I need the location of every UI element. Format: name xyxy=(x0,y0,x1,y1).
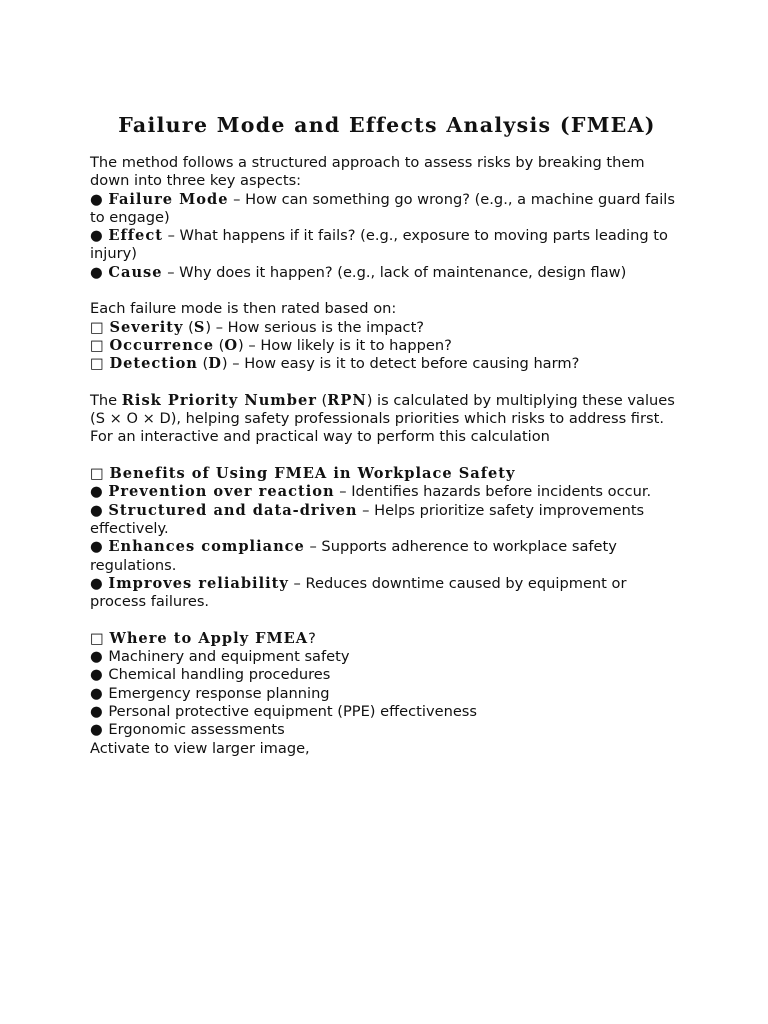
paren-close: ) xyxy=(221,355,228,373)
intro-text: The method follows a structured approach to assess risks by breaking them down into three key aspects: xyxy=(90,154,645,190)
apply-text: Chemical handling procedures xyxy=(108,666,331,684)
glyph-box-icon: □ xyxy=(90,336,104,354)
rating-severity xyxy=(90,319,680,337)
bullet-icon: ● xyxy=(90,684,103,702)
rating-detection xyxy=(90,355,680,373)
bullet-icon: ● xyxy=(90,227,103,245)
bullet-icon: ● xyxy=(90,190,103,208)
benefit-item xyxy=(90,502,680,539)
bullet-icon: ● xyxy=(90,538,103,556)
intro-section xyxy=(90,154,680,282)
apply-text: Personal protective equipment (PPE) effectiveness xyxy=(108,702,478,720)
bullet-icon: ● xyxy=(90,648,103,666)
rating-abbr: S xyxy=(193,318,206,336)
benefit-desc: – Helps prioritize safety improvements effectively. xyxy=(90,501,645,537)
heading-suffix: ? xyxy=(308,629,316,647)
aspect-desc: – Why does it happen? (e.g., lack of maintenance, design flaw) xyxy=(162,263,627,281)
paren-close: ) xyxy=(238,336,244,354)
aspect-failure-mode xyxy=(90,191,680,228)
paren-close: ) xyxy=(205,318,212,336)
apply-text: Emergency response planning xyxy=(108,684,330,702)
spacer xyxy=(90,611,680,629)
aspect-desc: – How can something go wrong? (e.g., a machine guard fails to engage) xyxy=(90,190,675,226)
apply-item xyxy=(90,666,680,684)
glyph-box-icon: □ xyxy=(90,355,104,373)
benefits-section xyxy=(90,465,680,611)
paren-open: ( xyxy=(316,391,328,409)
rpn-rest: is calculated by multiplying these values (S × O × D), helping safety professionals priorities which risks to address first. For an interactive and practical way to perform this calculation xyxy=(90,391,675,446)
glyph-box-icon: □ xyxy=(90,629,104,647)
benefit-term: Prevention over reaction xyxy=(108,483,335,501)
ratings-intro: Each failure mode is then rated based on: xyxy=(90,300,397,318)
aspect-effect xyxy=(90,227,680,264)
section-heading: Where to Apply FMEA xyxy=(109,629,309,647)
benefit-term: Structured and data-driven xyxy=(108,501,358,519)
bullet-icon: ● xyxy=(90,666,103,684)
benefit-desc: – Supports adherence to workplace safety regulations. xyxy=(90,538,617,574)
section-heading: Benefits of Using FMEA in Workplace Safety xyxy=(109,465,516,483)
paren-open: ( xyxy=(213,336,225,354)
benefit-term: Improves reliability xyxy=(108,574,289,592)
rating-abbr: D xyxy=(208,355,222,373)
rating-term: Severity xyxy=(109,318,184,336)
bullet-icon: ● xyxy=(90,501,103,519)
spacer xyxy=(90,374,680,392)
aspect-desc: – What happens if it fails? (e.g., exposure to moving parts leading to injury) xyxy=(90,227,668,263)
apply-item xyxy=(90,703,680,721)
aspect-cause xyxy=(90,264,680,282)
benefit-item xyxy=(90,538,680,575)
view-larger-image-link[interactable]: Activate to view larger image, xyxy=(90,739,310,757)
rating-term: Occurrence xyxy=(109,336,214,354)
apply-text: Machinery and equipment safety xyxy=(108,648,350,666)
glyph-box-icon: □ xyxy=(90,318,104,336)
benefit-desc: – Reduces downtime caused by equipment or process failures. xyxy=(90,574,627,611)
aspect-term: Cause xyxy=(108,263,163,281)
benefit-item xyxy=(90,575,680,612)
apply-text: Ergonomic assessments xyxy=(108,721,285,739)
rating-desc: – How likely is it to happen? xyxy=(243,336,452,354)
apply-item xyxy=(90,721,680,739)
paren-open: ( xyxy=(197,355,209,373)
paren-close: ) xyxy=(366,391,373,409)
rpn-abbr: RPN xyxy=(327,391,367,409)
rating-occurrence xyxy=(90,337,680,355)
rating-term: Detection xyxy=(109,355,198,373)
bullet-icon: ● xyxy=(90,483,103,501)
apply-item xyxy=(90,685,680,703)
document-title: Failure Mode and Effects Analysis (FMEA) xyxy=(118,113,656,137)
bullet-icon: ● xyxy=(90,721,103,739)
bullet-icon: ● xyxy=(90,263,103,281)
benefit-desc: – Identifies hazards before incidents occur. xyxy=(334,483,652,501)
rating-abbr: O xyxy=(224,336,239,354)
paren-open: ( xyxy=(183,318,194,336)
rpn-term: Risk Priority Number xyxy=(121,391,317,409)
apply-heading xyxy=(90,630,680,648)
apply-item xyxy=(90,648,680,666)
spacer xyxy=(90,282,680,300)
rating-desc: – How easy is it to detect before causing harm? xyxy=(227,355,580,373)
apply-section xyxy=(90,630,680,758)
rpn-paragraph xyxy=(90,392,680,447)
benefits-heading xyxy=(90,465,680,483)
document-page xyxy=(90,112,680,758)
rating-desc: – How serious is the impact? xyxy=(211,318,425,336)
ratings-section xyxy=(90,300,680,373)
bullet-icon: ● xyxy=(90,574,103,592)
glyph-box-icon: □ xyxy=(90,465,104,483)
benefit-item xyxy=(90,483,680,501)
benefit-term: Enhances compliance xyxy=(108,538,305,556)
rpn-lead: The xyxy=(90,391,122,409)
aspect-term: Effect xyxy=(108,227,163,245)
bullet-icon: ● xyxy=(90,702,103,720)
spacer xyxy=(90,447,680,465)
aspect-term: Failure Mode xyxy=(108,190,229,208)
